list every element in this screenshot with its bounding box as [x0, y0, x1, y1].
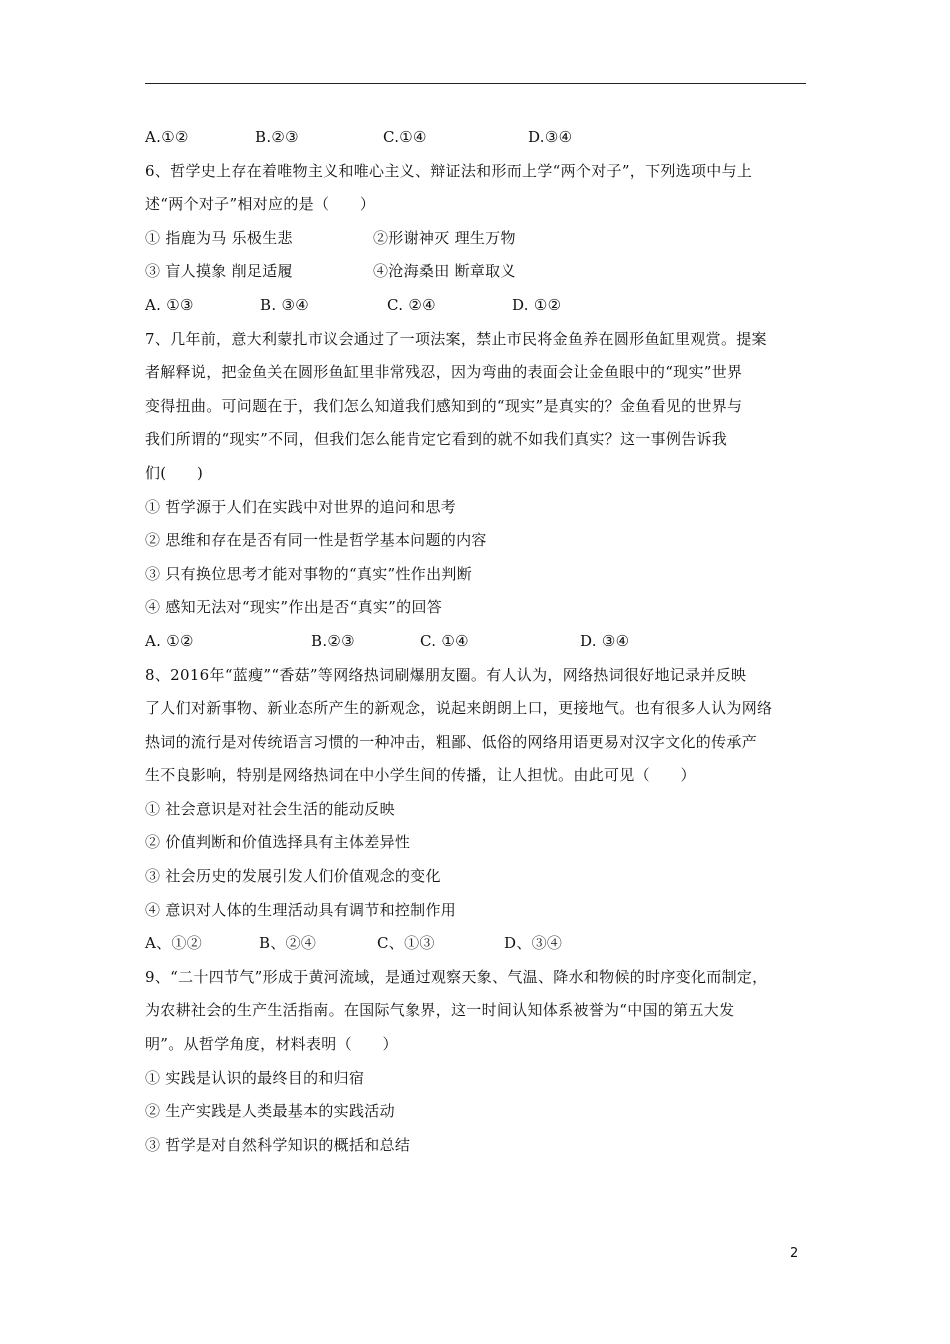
q6-choice: ③ 盲人摸象 削足适履	[145, 262, 293, 281]
q6-stem-line: 6、哲学史上存在着唯物主义和唯心主义、辩证法和形而上学“两个对子”，下列选项中与上	[145, 161, 753, 180]
q6-option-b: B. ③④	[260, 295, 309, 314]
q7-statement: ① 哲学源于人们在实践中对世界的追问和思考	[145, 497, 457, 516]
q8-stem-line: 8、2016年“蓝瘦”“香菇”等网络热词刷爆朋友圈。有人认为，网络热词很好地记录并反映	[145, 665, 747, 684]
q8-statement: ③ 社会历史的发展引发人们价值观念的变化	[145, 867, 441, 886]
q5-option-c: C.①④	[383, 128, 427, 146]
q6-option-c: C. ②④	[387, 295, 436, 314]
q7-statement: ② 思维和存在是否有同一性是哲学基本问题的内容	[145, 531, 487, 550]
q8-option-c: C、①③	[377, 934, 435, 953]
q8-options	[145, 927, 815, 961]
q7-option-c: C. ①④	[420, 631, 469, 650]
q7-stem-line: 变得扭曲。可问题在于，我们怎么知道我们感知到的“现实”是真实的？金鱼看见的世界与	[145, 396, 743, 415]
header-rule	[145, 83, 806, 84]
q5-option-d: D.③④	[528, 128, 573, 146]
q8-option-a: A、①②	[145, 934, 203, 953]
q6-options	[145, 289, 815, 323]
q6-choices-row	[145, 222, 815, 256]
q8-statement: ① 社会意识是对社会生活的能动反映	[145, 799, 395, 818]
q8-statement: ② 价值判断和价值选择具有主体差异性	[145, 833, 411, 852]
q8-option-d: D、③④	[504, 934, 563, 953]
q7-option-b: B.②③	[311, 631, 355, 650]
q7-stem-line: 我们所谓的“现实”不同，但我们怎么能肯定它看到的就不如我们真实？这一事例告诉我	[145, 430, 728, 449]
q8-statement: ④ 意识对人体的生理活动具有调节和控制作用	[145, 900, 457, 919]
q7-statement: ③ 只有换位思考才能对事物的“真实”性作出判断	[145, 564, 473, 583]
q7-stem-line: 者解释说，把金鱼关在圆形鱼缸里非常残忍，因为弯曲的表面会让金鱼眼中的“现实”世界	[145, 363, 743, 382]
q7-options	[145, 625, 815, 659]
q8-stem-line: 生不良影响，特别是网络热词在中小学生间的传播，让人担忧。由此可见（ ）	[145, 766, 696, 785]
q7-statement: ④ 感知无法对“现实”作出是否“真实”的回答	[145, 598, 443, 617]
page-content	[145, 121, 815, 1162]
q7-stem-line: 们( )	[145, 463, 204, 482]
q6-choice: ① 指鹿为马 乐极生悲	[145, 228, 293, 247]
page-number: 2	[790, 1246, 799, 1261]
q9-stem-line: 9、“二十四节气”形成于黄河流域，是通过观察天象、气温、降水和物候的时序变化而制定，	[145, 967, 768, 986]
q8-stem-line: 了人们对新事物、新业态所产生的新观念，说起来朗朗上口，更接地气。也有很多人认为网络	[145, 699, 773, 718]
q6-choice: ④沧海桑田 断章取义	[373, 262, 516, 281]
q9-stem-line: 为农耕社会的生产生活指南。在国际气象界，这一时间认知体系被誉为“中国的第五大发	[145, 1001, 735, 1020]
q7-option-d: D. ③④	[580, 631, 630, 650]
q7-stem-line: 7、几年前，意大利蒙扎市议会通过了一项法案，禁止市民将金鱼养在圆形鱼缸里观赏。提案	[145, 329, 767, 348]
q5-option-b: B.②③	[255, 128, 299, 146]
q6-option-d: D. ①②	[512, 295, 562, 314]
q5-option-a: A.①②	[145, 128, 189, 146]
q6-option-a: A. ①③	[145, 295, 194, 314]
q6-choices-row	[145, 255, 815, 289]
q5-options	[145, 121, 815, 155]
q9-statement: ③ 哲学是对自然科学知识的概括和总结	[145, 1135, 411, 1154]
q6-choice: ②形谢神灭 理生万物	[373, 228, 516, 247]
q8-option-b: B、②④	[259, 934, 317, 953]
q9-statement: ② 生产实践是人类最基本的实践活动	[145, 1102, 395, 1121]
q7-option-a: A. ①②	[145, 631, 194, 650]
q8-stem-line: 热词的流行是对传统语言习惯的一种冲击，粗鄙、低俗的网络用语更易对汉字文化的传承产	[145, 732, 758, 751]
q9-statement: ① 实践是认识的最终目的和归宿	[145, 1068, 365, 1087]
q9-stem-line: 明”。从哲学角度，材料表明（ ）	[145, 1035, 398, 1054]
q6-stem-line: 述“两个对子”相对应的是（ ）	[145, 195, 376, 214]
